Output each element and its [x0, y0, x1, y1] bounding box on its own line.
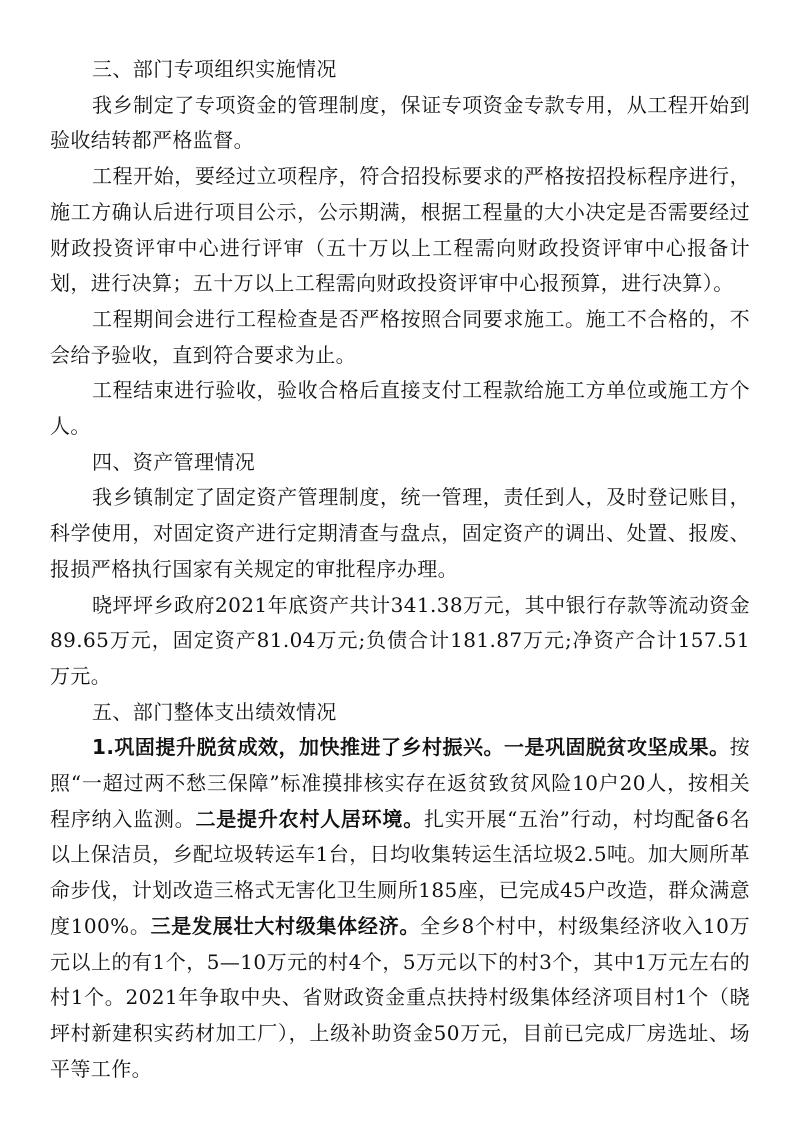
section-heading-asset-management: 四、资产管理情况 — [92, 449, 256, 474]
section-heading-dept-special-projects: 三、部门专项组织实施情况 — [92, 57, 337, 81]
paragraph-special-fund-rules: 我乡制定了专项资金的管理制度，保证专项资金专款专用，从工程开始到验收结转都严格监督。 — [50, 92, 750, 153]
bold-lead-consolidate-poverty: 1.巩固提升脱贫成效，加快推进了乡村振兴。一是巩固脱贫攻坚成果。 — [92, 735, 730, 760]
text-collective-economy: 全乡8个村中，村级集经济收入10万元以上的有1个，5—10万元的村4个，5万元以下的村3个，其中1万元左右的村1个。2021年争取中央、省财政资金重点扶持村级集体经济项目村1个（晓坪村新建积实药材加工厂），上级补助资金50万元，目前已完成厂房选址、场平等工作。 — [50, 913, 751, 1081]
document-body — [50, 52, 750, 1087]
paragraph-asset-figures: 晓坪坪乡政府2021年底资产共计341.38万元，其中银行存款等流动资金89.65万元，固定资产81.04万元;负债合计181.87万元;净资产合计157.51万元。 — [50, 592, 750, 688]
paragraph-asset-rules: 我乡镇制定了固定资产管理制度，统一管理，责任到人，及时登记账目，科学使用，对固定资产进行定期清查与盘点，固定资产的调出、处置、报废、报损严格执行国家有关规定的审批程序办理。 — [50, 485, 750, 581]
paragraph-project-acceptance: 工程结束进行验收，验收合格后直接支付工程款给施工方单位或施工方个人。 — [50, 378, 750, 439]
paragraph-rural-revitalization — [50, 730, 750, 1087]
text-environment: 扎实开展“五治”行动，村均配备6名以上保洁员，乡配垃圾转运车1台，日均收集转运生活垃圾2.5吨。加大厕所革命步伐，计划改造三格式无害化卫生厕所185座，已完成45户改造，群众满意度100%。 — [50, 806, 750, 938]
bold-lead-collective-economy: 三是发展壮大村级集体经济。 — [150, 913, 421, 938]
paragraph-project-inspection: 工程期间会进行工程检查是否严格按照合同要求施工。施工不合格的，不会给予验收，直到符合要求为止。 — [50, 306, 750, 367]
section-heading-performance: 五、部门整体支出绩效情况 — [92, 699, 337, 724]
paragraph-project-start: 工程开始，要经过立项程序，符合招投标要求的严格按招投标程序进行，施工方确认后进行项目公示，公示期满，根据工程量的大小决定是否需要经过财政投资评审中心进行评审（五十万以上工程需向财政投资评审中心报备计划，进行决算；五十万以上工程需向财政投资评审中心报预算，进行决算）。 — [50, 164, 750, 296]
bold-lead-living-environment: 二是提升农村人居环境。 — [195, 806, 424, 831]
text-monitoring: 按照“一超过两不愁三保障”标准摸排核实存在返贫致贫风险10户20人，按相关程序纳入监测。 — [50, 735, 750, 831]
